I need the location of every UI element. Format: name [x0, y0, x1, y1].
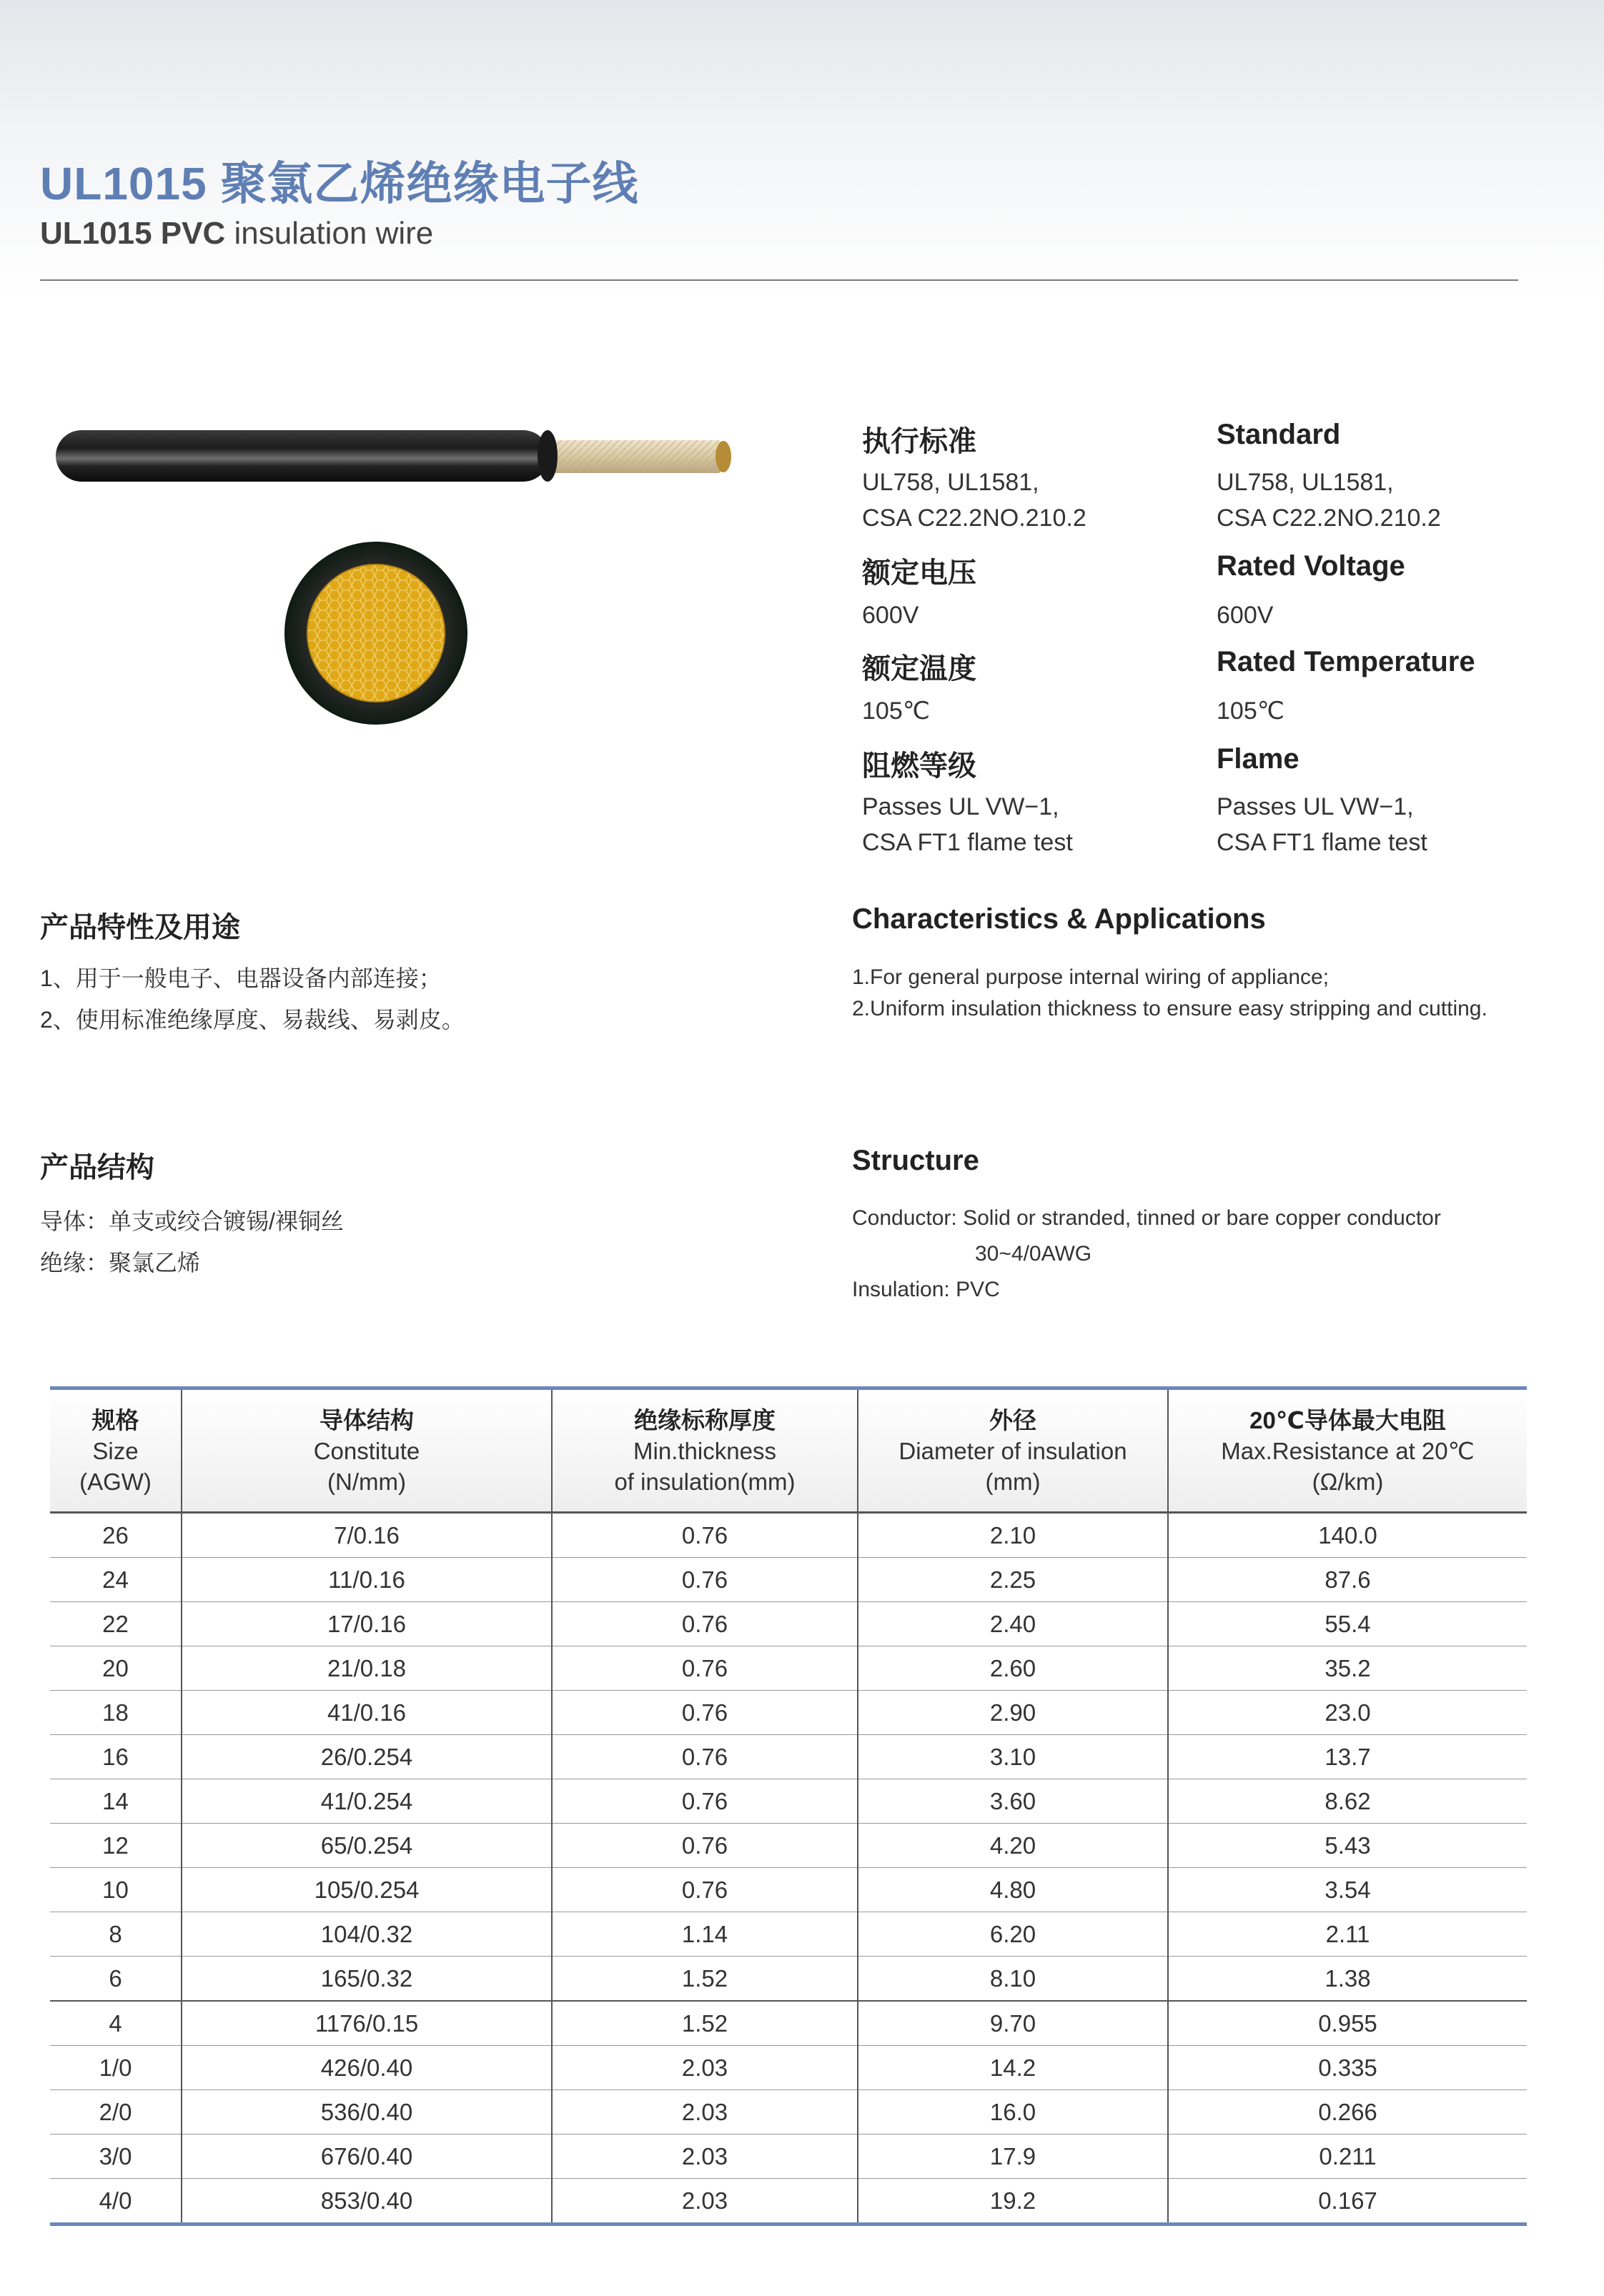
spec-temperature-cn — [862, 646, 976, 687]
column-header-diameter: 外径 Diameter of insulation (mm) — [858, 1388, 1168, 1513]
table-cell: 676/0.40 — [182, 2135, 552, 2179]
table-cell: 1.52 — [552, 1957, 858, 2002]
spec-label: 额定电压 — [862, 557, 976, 589]
spec-value: 105℃ — [862, 697, 930, 725]
table-cell: 3.54 — [1168, 1868, 1527, 1912]
table-cell: 35.2 — [1168, 1646, 1527, 1691]
table-cell: 65/0.254 — [182, 1824, 552, 1868]
table-cell: 19.2 — [858, 2179, 1168, 2225]
title-divider — [40, 279, 1518, 281]
table-cell: 0.167 — [1168, 2179, 1527, 2225]
table-cell: 2.03 — [552, 2046, 858, 2090]
table-cell: 165/0.32 — [182, 1957, 552, 2002]
spec-flame-cn — [862, 743, 976, 784]
table-cell: 41/0.16 — [182, 1691, 552, 1735]
table-cell: 2.40 — [858, 1602, 1168, 1646]
table-row — [50, 1691, 1527, 1735]
spec-voltage-value-en — [1217, 597, 1273, 633]
table-cell: 2/0 — [50, 2090, 182, 2135]
characteristics-heading-en: Characteristics & Applications — [852, 903, 1266, 935]
table-cell: 4.80 — [858, 1868, 1168, 1912]
table-cell: 55.4 — [1168, 1602, 1527, 1646]
table-cell: 0.266 — [1168, 2090, 1527, 2135]
spec-value: 105℃ — [1217, 697, 1284, 725]
table-cell: 853/0.40 — [182, 2179, 552, 2225]
spec-value: CSA C22.2NO.210.2 — [1217, 505, 1441, 532]
table-cell: 140.0 — [1168, 1513, 1527, 1558]
table-cell: 105/0.254 — [182, 1868, 552, 1912]
spec-temperature-en — [1217, 646, 1475, 678]
table-cell: 0.955 — [1168, 2001, 1527, 2046]
wire-cross-section-image — [283, 540, 469, 726]
table-cell: 16 — [50, 1735, 182, 1779]
spec-temperature-value-en — [1217, 693, 1284, 729]
specification-table — [50, 1386, 1527, 2226]
table-cell: 17.9 — [858, 2135, 1168, 2179]
table-cell: 2.03 — [552, 2090, 858, 2135]
table-cell: 87.6 — [1168, 1558, 1527, 1602]
table-row — [50, 1957, 1527, 2002]
table-cell: 0.211 — [1168, 2135, 1527, 2179]
table-cell: 5.43 — [1168, 1824, 1527, 1868]
table-cell: 21/0.18 — [182, 1646, 552, 1691]
table-cell: 104/0.32 — [182, 1912, 552, 1957]
spec-value: 600V — [862, 602, 919, 629]
table-cell: 14 — [50, 1779, 182, 1824]
table-row — [50, 2046, 1527, 2090]
table-cell: 10 — [50, 1868, 182, 1912]
list-item: 绝缘：聚氯乙烯 — [40, 1250, 201, 1276]
subtitle-rest: insulation wire — [225, 216, 434, 251]
list-item: 1.For general purpose internal wiring of appliance; — [852, 965, 1330, 989]
table-cell: 2.60 — [858, 1646, 1168, 1691]
column-header-constitute: 导体结构 Constitute (N/mm) — [182, 1388, 552, 1513]
spec-voltage-en — [1217, 550, 1405, 582]
spec-voltage-cn — [862, 550, 976, 591]
spec-standard-value-cn — [862, 464, 1086, 536]
table-cell: 20 — [50, 1646, 182, 1691]
table-cell: 1176/0.15 — [182, 2001, 552, 2046]
structure-heading-cn: 产品结构 — [40, 1152, 154, 1183]
spec-value: UL758, UL1581, — [862, 469, 1039, 496]
characteristics-list-en — [852, 962, 1487, 1025]
table-cell: 1.14 — [552, 1912, 858, 1957]
table-cell: 2.11 — [1168, 1912, 1527, 1957]
table-cell: 26 — [50, 1513, 182, 1558]
table-body — [50, 1513, 1527, 2225]
table-row — [50, 2179, 1527, 2225]
table-cell: 1/0 — [50, 2046, 182, 2090]
spec-standard-cn — [862, 419, 976, 459]
spec-label: Rated Voltage — [1217, 550, 1405, 582]
column-header-size: 规格 Size (AGW) — [50, 1388, 182, 1513]
table-row — [50, 1513, 1527, 1558]
table-cell: 1.38 — [1168, 1957, 1527, 2002]
table-row — [50, 1912, 1527, 1957]
table-cell: 0.76 — [552, 1646, 858, 1691]
spec-label: 阻燃等级 — [862, 750, 976, 782]
table-cell: 4.20 — [858, 1824, 1168, 1868]
table-row — [50, 1779, 1527, 1824]
table-cell: 0.76 — [552, 1602, 858, 1646]
spec-value: UL758, UL1581, — [1217, 469, 1394, 496]
table-cell: 6.20 — [858, 1912, 1168, 1957]
table-cell: 13.7 — [1168, 1735, 1527, 1779]
structure-heading-en: Structure — [852, 1145, 979, 1176]
table-cell: 14.2 — [858, 2046, 1168, 2090]
spec-value: 600V — [1217, 602, 1274, 629]
table-cell: 24 — [50, 1558, 182, 1602]
spec-value: CSA FT1 flame test — [862, 829, 1073, 856]
characteristics-list-cn — [40, 958, 465, 1040]
characteristics-heading-cn: 产品特性及用途 — [40, 912, 240, 943]
table-cell: 0.335 — [1168, 2046, 1527, 2090]
table-cell: 2.90 — [858, 1691, 1168, 1735]
table-cell: 8 — [50, 1912, 182, 1957]
table-cell: 3.60 — [858, 1779, 1168, 1824]
table-cell: 3.10 — [858, 1735, 1168, 1779]
spec-label: Flame — [1217, 743, 1299, 775]
table-cell: 26/0.254 — [182, 1735, 552, 1779]
structure-insulation-en: Insulation: PVC — [852, 1278, 1000, 1301]
table-cell: 4/0 — [50, 2179, 182, 2225]
table-row — [50, 1735, 1527, 1779]
table-cell: 1.52 — [552, 2001, 858, 2046]
spec-label: Standard — [1217, 419, 1341, 450]
table-cell: 0.76 — [552, 1513, 858, 1558]
table-cell: 4 — [50, 2001, 182, 2046]
spec-flame-value-cn — [862, 789, 1073, 860]
table-cell: 8.10 — [858, 1957, 1168, 2002]
table-row — [50, 1868, 1527, 1912]
table-cell: 426/0.40 — [182, 2046, 552, 2090]
table-cell: 11/0.16 — [182, 1558, 552, 1602]
table-cell: 0.76 — [552, 1868, 858, 1912]
spec-standard-en — [1217, 419, 1340, 451]
table-row — [50, 1824, 1527, 1868]
table-cell: 17/0.16 — [182, 1602, 552, 1646]
table-row — [50, 1646, 1527, 1691]
table-cell: 0.76 — [552, 1735, 858, 1779]
table-cell: 0.76 — [552, 1691, 858, 1735]
table-cell: 536/0.40 — [182, 2090, 552, 2135]
spec-label: 额定温度 — [862, 653, 976, 685]
table-cell: 41/0.254 — [182, 1779, 552, 1824]
subtitle-model: UL1015 PVC — [40, 216, 226, 251]
table-row — [50, 2135, 1527, 2179]
table-cell: 2.03 — [552, 2179, 858, 2225]
column-header-resistance: 20℃导体最大电阻 Max.Resistance at 20℃ (Ω/km) — [1168, 1388, 1527, 1513]
structure-conductor-en: Conductor: Solid or stranded, tinned or bare copper conductor — [852, 1206, 1441, 1230]
table-row — [50, 1558, 1527, 1602]
table-header-row — [50, 1388, 1527, 1513]
table-cell: 0.76 — [552, 1779, 858, 1824]
table-cell: 7/0.16 — [182, 1513, 552, 1558]
table-cell: 18 — [50, 1691, 182, 1735]
spec-value: CSA C22.2NO.210.2 — [862, 505, 1086, 532]
table-row — [50, 1602, 1527, 1646]
table-cell: 12 — [50, 1824, 182, 1868]
spec-voltage-value-cn — [862, 597, 919, 633]
table-cell: 0.76 — [552, 1824, 858, 1868]
structure-list-cn — [40, 1201, 344, 1283]
spec-flame-value-en — [1217, 789, 1427, 860]
spec-label: 执行标准 — [862, 426, 976, 457]
spec-value: Passes UL VW−1, — [1217, 793, 1414, 820]
list-item: 2.Uniform insulation thickness to ensure easy stripping and cutting. — [852, 997, 1487, 1020]
table-cell: 2.25 — [858, 1558, 1168, 1602]
table-cell: 8.62 — [1168, 1779, 1527, 1824]
table-cell: 6 — [50, 1957, 182, 2002]
table-cell: 22 — [50, 1602, 182, 1646]
table-cell: 23.0 — [1168, 1691, 1527, 1735]
spec-value: CSA FT1 flame test — [1217, 829, 1427, 856]
wire-side-view-image — [54, 426, 741, 490]
table-cell: 9.70 — [858, 2001, 1168, 2046]
spec-label: Rated Temperature — [1217, 646, 1475, 677]
table-row — [50, 2001, 1527, 2046]
structure-conductor-range: 30~4/0AWG — [975, 1242, 1092, 1266]
table-cell: 0.76 — [552, 1558, 858, 1602]
table-row — [50, 2090, 1527, 2135]
table-cell: 3/0 — [50, 2135, 182, 2179]
table-cell: 2.10 — [858, 1513, 1168, 1558]
table-cell: 16.0 — [858, 2090, 1168, 2135]
page-subtitle — [40, 216, 433, 252]
table-cell: 2.03 — [552, 2135, 858, 2179]
list-item: 导体：单支或绞合镀锡/裸铜丝 — [40, 1208, 344, 1234]
spec-temperature-value-cn — [862, 693, 930, 729]
spec-value: Passes UL VW−1, — [862, 793, 1059, 820]
page-title: UL1015 聚氯乙烯绝缘电子线 — [40, 158, 639, 209]
list-item: 1、用于一般电子、电器设备内部连接； — [40, 965, 442, 991]
spec-flame-en — [1217, 743, 1299, 775]
spec-standard-value-en — [1217, 464, 1441, 536]
list-item: 2、使用标准绝缘厚度、易裁线、易剥皮。 — [40, 1007, 465, 1033]
column-header-thickness: 绝缘标称厚度 Min.thickness of insulation(mm) — [552, 1388, 858, 1513]
